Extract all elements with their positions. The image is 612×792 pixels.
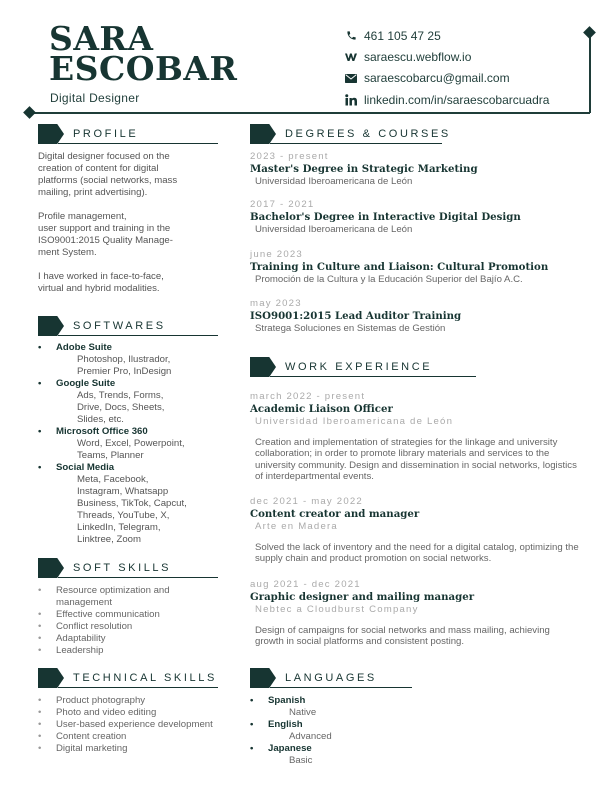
language-name: • Japanese xyxy=(250,743,450,755)
degree-entry xyxy=(250,298,580,335)
software-group-name: • Google Suite xyxy=(38,378,218,390)
work-entry xyxy=(250,496,580,565)
degree-institution: Universidad Iberoamericana de León xyxy=(255,224,413,235)
soft-skills-list xyxy=(38,585,238,657)
work-description: Design of campaigns for social networks and mass mailing, achieving growth in social platforms and consistent posting. xyxy=(255,625,550,648)
last-name: ESCOBAR xyxy=(49,49,238,88)
phone-text: 461 105 47 25 xyxy=(364,28,441,43)
degree-entry xyxy=(250,151,580,188)
software-group-name: • Adobe Suite xyxy=(38,342,218,354)
chevron-icon xyxy=(38,316,64,336)
soft-skill-item: • Effective communication xyxy=(38,609,238,621)
work-date: aug 2021 - dec 2021 xyxy=(250,579,361,590)
language-name: • Spanish xyxy=(250,695,450,707)
work-date: dec 2021 - may 2022 xyxy=(250,496,363,507)
diamond-ornament-left xyxy=(23,106,36,119)
language-item xyxy=(250,743,450,767)
technical-skill-item: • Product photography xyxy=(38,695,238,707)
software-group-name: • Social Media xyxy=(38,462,218,474)
work-entry xyxy=(250,391,580,483)
soft-skill-item: • Resource optimization and management xyxy=(38,585,238,609)
section-title: PROFILE xyxy=(73,128,139,140)
work-title: Content creator and manager xyxy=(250,508,420,520)
soft-skill-item: • Conflict resolution xyxy=(38,621,238,633)
soft-skill-item: • Leadership xyxy=(38,645,238,657)
chevron-icon xyxy=(250,124,276,144)
work-company: Arte en Madera xyxy=(255,521,338,532)
technical-skill-item: • Photo and video editing xyxy=(38,707,238,719)
work-entry xyxy=(250,579,580,648)
software-group xyxy=(38,378,218,426)
language-item xyxy=(250,719,450,743)
softwares-list xyxy=(38,342,218,546)
section-title: TECHNICAL SKILLS xyxy=(73,672,217,684)
contact-linkedin[interactable] xyxy=(344,89,594,110)
profile-paragraph: Digital designer focused on the creation of content for digital platforms (social networks, mass mailing, print advertising). xyxy=(38,151,178,198)
contact-phone[interactable] xyxy=(344,25,594,46)
section-title: LANGUAGES xyxy=(285,672,377,684)
soft-skill-item: • Adaptability xyxy=(38,633,238,645)
technical-skill-item: • Digital marketing xyxy=(38,743,238,755)
degree-date: 2023 - present xyxy=(250,151,329,162)
chevron-icon xyxy=(38,124,64,144)
language-level: Basic xyxy=(289,755,313,766)
section-title: WORK EXPERIENCE xyxy=(285,361,433,373)
work-company: Universidad Iberoamericana de León xyxy=(255,416,454,427)
email-text: saraescobarcu@gmail.com xyxy=(364,71,510,86)
section-header-technical-skills xyxy=(38,668,218,688)
software-group-items: Meta, Facebook, Instagram, Whatsapp Business, TikTok, Capcut, Threads, YouTube, X, LinkedIn, Telegram, Linktree, Zoom xyxy=(77,474,187,545)
work-title: Academic Liaison Officer xyxy=(250,403,393,415)
section-title: SOFTWARES xyxy=(73,320,166,332)
header-rule-vertical xyxy=(589,33,591,113)
language-level: Native xyxy=(289,707,317,718)
section-rule xyxy=(58,687,218,688)
first-name: SARA xyxy=(49,19,154,58)
section-rule xyxy=(58,335,218,336)
section-rule xyxy=(270,376,476,377)
technical-skill-item: • Content creation xyxy=(38,731,238,743)
degree-title: ISO9001:2015 Lead Auditor Training xyxy=(250,310,462,322)
section-header-profile xyxy=(38,124,218,144)
section-header-degrees xyxy=(250,124,451,144)
contact-block xyxy=(344,25,594,110)
section-rule xyxy=(270,143,442,144)
section-rule xyxy=(58,577,218,578)
work-title: Graphic designer and mailing manager xyxy=(250,591,475,603)
chevron-icon xyxy=(250,357,276,377)
section-header-languages xyxy=(250,668,412,688)
contact-email[interactable] xyxy=(344,68,594,89)
software-group xyxy=(38,462,218,546)
section-header-softwares xyxy=(38,316,218,336)
candidate-name xyxy=(49,19,238,88)
language-item xyxy=(250,695,450,719)
profile-paragraph: Profile management, user support and training in the ISO9001:2015 Quality Manage- ment System. xyxy=(38,211,173,258)
technical-skill-item: • User-based experience development xyxy=(38,719,238,731)
language-name: • English xyxy=(250,719,450,731)
work-description: Solved the lack of inventory and the need for a digital catalog, optimizing the supply chain and product promotion on social networks. xyxy=(255,542,579,565)
section-header-work xyxy=(250,357,476,377)
phone-icon xyxy=(344,29,358,43)
work-description: Creation and implementation of strategies for the linkage and university collaboration; in order to promote library materials and services to the university community. Design and dissemination in social networks, logistics of interdepartmental events. xyxy=(255,437,577,483)
work-company: Nebtec a Cloudburst Company xyxy=(255,604,419,615)
work-date: march 2022 - present xyxy=(250,391,366,402)
degree-institution: Universidad Iberoamericana de León xyxy=(255,176,413,187)
languages-list xyxy=(250,695,450,767)
software-group xyxy=(38,426,218,462)
software-group-items: Ads, Trends, Forms, Drive, Docs, Sheets, Slides, etc. xyxy=(77,390,165,425)
degree-title: Master's Degree in Strategic Marketing xyxy=(250,163,478,175)
software-group-items: Word, Excel, Powerpoint, Teams, Planner xyxy=(77,438,185,461)
software-group-items: Photoshop, Ilustrador, Premier Pro, InDesign xyxy=(77,354,172,377)
degree-date: 2017 - 2021 xyxy=(250,199,315,210)
degree-institution: Promoción de la Cultura y la Educación Superior del Bajío A.C. xyxy=(255,274,523,285)
section-header-soft-skills xyxy=(38,558,218,578)
degree-title: Training in Culture and Liaison: Cultural Promotion xyxy=(250,261,549,273)
degree-date: may 2023 xyxy=(250,298,302,309)
profile-paragraph: I have worked in face-to-face, virtual and hybrid modalities. xyxy=(38,271,164,294)
technical-skills-list xyxy=(38,695,238,755)
linkedin-icon xyxy=(344,93,358,107)
language-level: Advanced xyxy=(289,731,332,742)
degree-entry xyxy=(250,249,580,286)
chevron-icon xyxy=(38,558,64,578)
header-rule-horizontal xyxy=(30,112,590,114)
section-rule xyxy=(270,687,412,688)
software-group-name: • Microsoft Office 360 xyxy=(38,426,218,438)
profile-text xyxy=(38,151,218,307)
section-title: SOFT SKILLS xyxy=(73,562,172,574)
section-rule xyxy=(58,143,218,144)
contact-website[interactable] xyxy=(344,46,594,67)
webflow-icon xyxy=(344,50,358,64)
website-text: saraescu.webflow.io xyxy=(364,49,472,64)
job-role: Digital Designer xyxy=(50,91,140,105)
email-icon xyxy=(344,71,358,85)
section-title: DEGREES & COURSES xyxy=(285,128,451,140)
degree-institution: Stratega Soluciones en Sistemas de Gestión xyxy=(255,323,446,334)
degree-title: Bachelor's Degree in Interactive Digital Design xyxy=(250,211,521,223)
chevron-icon xyxy=(38,668,64,688)
degree-entry xyxy=(250,199,580,236)
degree-date: june 2023 xyxy=(250,249,303,260)
software-group xyxy=(38,342,218,378)
chevron-icon xyxy=(250,668,276,688)
linkedin-text: linkedin.com/in/saraescobarcuadra xyxy=(364,92,550,107)
